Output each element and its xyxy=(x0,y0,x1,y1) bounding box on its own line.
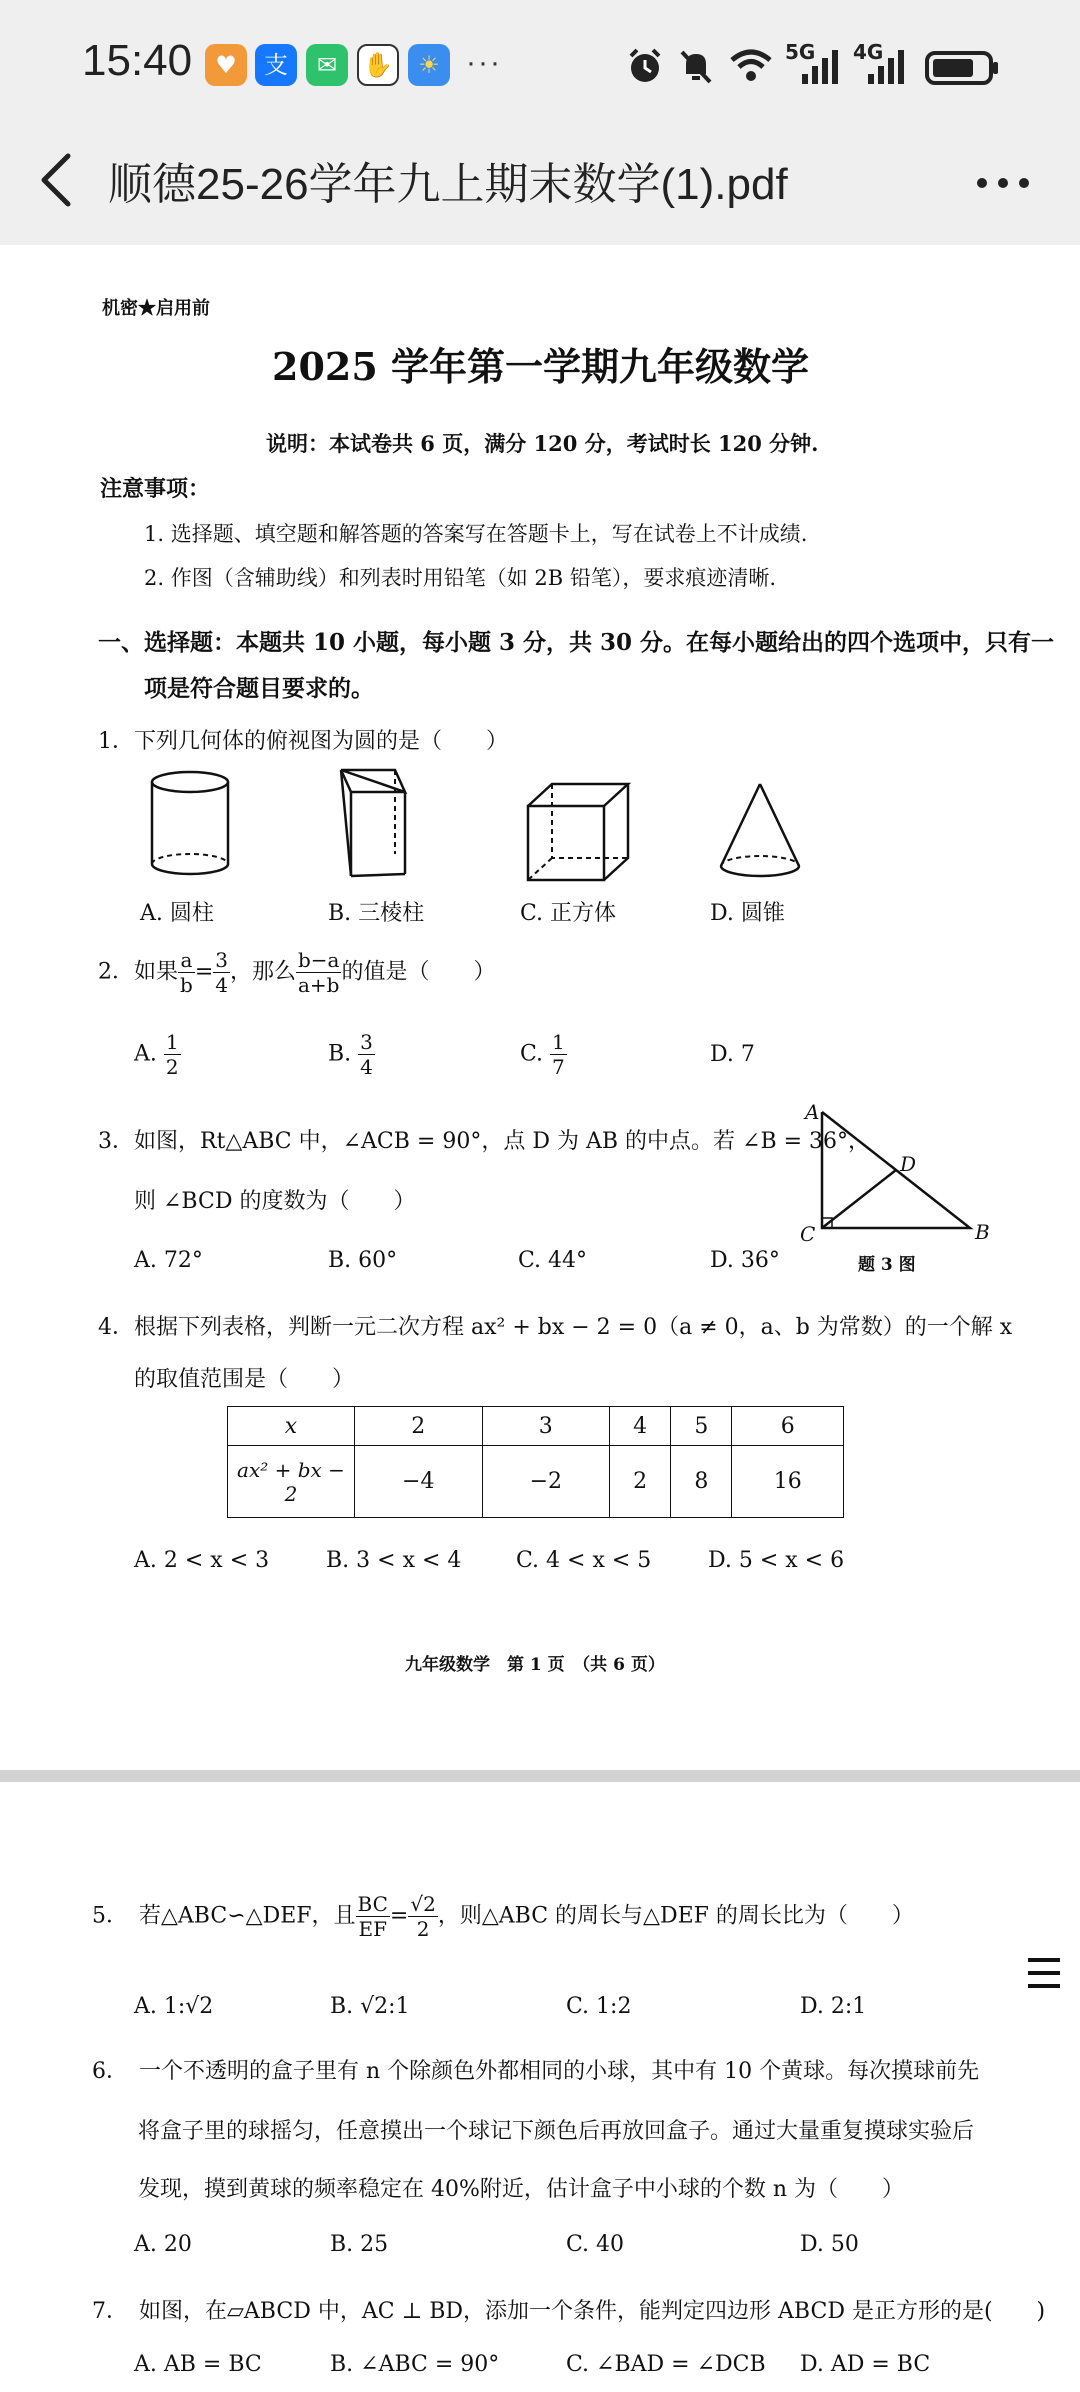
q1-option-c: C. 正方体 xyxy=(520,901,617,926)
table-cell: 4 xyxy=(610,1407,671,1446)
fraction-bc-over-ef: $\frac{BC}{EF}$ xyxy=(357,1892,388,1941)
page-separator xyxy=(0,1770,1080,1782)
app-icon-1: ♥ xyxy=(205,44,247,86)
question-3-stem: 3．如图，Rt△ABC 中，∠ACB = 90°，点 D 为 AB 的中点。若 ∠B = 36°， xyxy=(98,1129,871,1154)
fraction-3-over-4: $\frac{3}{4}$ xyxy=(215,948,228,997)
wifi-icon xyxy=(728,46,774,86)
question-4-stem: 4．根据下列表格，判断一元二次方程 ax² + bx − 2 = 0（a ≠ 0，a、b 为常数）的一个解 x xyxy=(98,1315,1013,1340)
table-row xyxy=(228,1407,844,1446)
fraction-b-minus-a: $\frac{b-a}{a+b}$ xyxy=(298,948,340,997)
question-1-stem: 1．下列几何体的俯视图为圆的是（ ） xyxy=(98,729,508,754)
q4-value-table xyxy=(227,1406,844,1518)
fig-label-d: D xyxy=(900,1152,917,1176)
q3-option-b: B. 60° xyxy=(328,1248,398,1273)
question-4-stem-cont: 的取值范围是（ ） xyxy=(134,1367,355,1392)
wechat-icon: ✉ xyxy=(306,44,348,86)
fig-label-a: A xyxy=(805,1100,820,1124)
question-3-stem-cont: 则 ∠BCD 的度数为（ ） xyxy=(134,1189,416,1214)
weather-icon: ☀ xyxy=(408,44,450,86)
q1-option-a: A. 圆柱 xyxy=(140,901,214,926)
q4-option-b: B. 3 < x < 4 xyxy=(326,1548,462,1573)
fig-label-b: B xyxy=(975,1220,990,1244)
q6-option-a: A. 20 xyxy=(134,2232,192,2257)
confidential-mark: 机密★启用前 xyxy=(102,298,210,319)
q5-option-b: B. √2:1 xyxy=(330,1994,410,2019)
fraction-root2-over-2: $\frac{√2}{2}$ xyxy=(410,1892,436,1941)
q7-option-b: B. ∠ABC = 90° xyxy=(330,2352,500,2377)
cone-figure xyxy=(715,780,805,884)
cube-figure xyxy=(522,780,634,884)
signal-icon-2 xyxy=(866,50,906,86)
table-cell: 16 xyxy=(732,1446,844,1518)
q4-option-d: D. 5 < x < 6 xyxy=(708,1548,845,1573)
question-6-stem-2: 将盒子里的球摇匀，任意摸出一个球记下颜色后再放回盒子。通过大量重复摸球实验后 xyxy=(138,2119,975,2144)
q1-option-b: B. 三棱柱 xyxy=(328,901,425,926)
table-cell: ax² + bx − 2 xyxy=(228,1446,355,1518)
table-cell: −2 xyxy=(482,1446,610,1518)
note-2: 2. 作图（含辅助线）和列表时用铅笔（如 2B 铅笔），要求痕迹清晰. xyxy=(144,566,777,590)
q7-option-a: A. AB = BC xyxy=(134,2352,262,2377)
document-title: 顺德25-26学年九上期末数学(1).pdf xyxy=(108,160,788,209)
table-cell: 5 xyxy=(671,1407,732,1446)
app-header xyxy=(0,120,1080,245)
question-6-stem-3: 发现，摸到黄球的频率稳定在 40%附近，估计盒子中小球的个数 n 为（ ） xyxy=(138,2177,905,2202)
q2-prefix: 2．如果 xyxy=(98,959,178,985)
fig-label-c: C xyxy=(800,1222,816,1246)
status-bar xyxy=(0,0,1080,120)
triangular-prism-figure xyxy=(335,764,415,886)
q5-option-d: D. 2:1 xyxy=(800,1994,867,2019)
page-footer: 九年级数学 第 1 页 （共 6 页） xyxy=(405,1655,665,1675)
q4-option-c: C. 4 < x < 5 xyxy=(516,1548,652,1573)
network-type-4g: 4G xyxy=(853,40,884,64)
table-cell: 2 xyxy=(355,1407,483,1446)
exam-title: 2025 学年第一学期九年级数学 xyxy=(272,344,809,389)
q3-option-c: C. 44° xyxy=(518,1248,588,1273)
table-row xyxy=(228,1446,844,1518)
section-1-heading: 一、选择题：本题共 10 小题，每小题 3 分，共 30 分。在每小题给出的四个选项中，只有一 xyxy=(98,629,1055,656)
note-1: 1. 选择题、填空题和解答题的答案写在答题卡上，写在试卷上不计成绩. xyxy=(144,522,808,546)
table-cell: 8 xyxy=(671,1446,732,1518)
q6-option-c: C. 40 xyxy=(566,2232,625,2257)
q5-option-a: A. 1:√2 xyxy=(134,1994,214,2019)
fraction-a-over-b: $\frac{a}{b}$ xyxy=(180,948,193,997)
mute-icon xyxy=(676,46,716,86)
q2-option-b: B. $\frac{3}{4}$ xyxy=(328,1030,373,1079)
battery-icon xyxy=(925,50,1001,86)
q6-option-b: B. 25 xyxy=(330,2232,389,2257)
q2-option-a: A. $\frac{1}{2}$ xyxy=(134,1030,179,1079)
status-time: 15:40 xyxy=(82,36,193,85)
table-cell: −4 xyxy=(355,1446,483,1518)
alipay-icon: 支 xyxy=(255,44,297,86)
q1-option-d: D. 圆锥 xyxy=(710,901,785,926)
signal-icon xyxy=(800,50,840,86)
question-6-stem: 6． 一个不透明的盒子里有 n 个除颜色外都相同的小球，其中有 10 个黄球。每次摸球前先 xyxy=(92,2059,980,2084)
table-cell: x xyxy=(228,1407,355,1446)
status-more-indicator: ··· xyxy=(466,46,502,79)
notes-heading: 注意事项： xyxy=(100,476,211,502)
q2-option-d: D. 7 xyxy=(710,1042,755,1067)
network-type-5g: 5G xyxy=(785,40,816,64)
table-cell: 2 xyxy=(610,1446,671,1518)
q7-option-c: C. ∠BAD = ∠DCB xyxy=(566,2352,766,2377)
table-cell: 3 xyxy=(482,1407,610,1446)
hand-icon: ✋ xyxy=(357,44,399,86)
q2-option-c: C. $\frac{1}{7}$ xyxy=(520,1030,565,1079)
q4-option-a: A. 2 < x < 3 xyxy=(134,1548,270,1573)
q3-option-d: D. 36° xyxy=(710,1248,780,1273)
more-options-icon[interactable] xyxy=(975,176,1031,190)
exam-instructions: 说明：本试卷共 6 页，满分 120 分，考试时长 120 分钟. xyxy=(266,431,819,456)
question-2-stem: 2．如果 $\frac{a}{b}$ = $\frac{3}{4}$ ，那么 $\frac{b-a}{a+b}$ 的值是（ ） xyxy=(98,948,496,997)
q6-option-d: D. 50 xyxy=(800,2232,859,2257)
back-chevron-left-icon[interactable] xyxy=(38,152,74,208)
q3-option-a: A. 72° xyxy=(134,1248,203,1273)
table-cell: 6 xyxy=(732,1407,844,1446)
section-1-heading-cont: 项是符合题目要求的。 xyxy=(144,675,374,702)
hamburger-menu-icon[interactable] xyxy=(1028,1958,1060,1988)
question-5-stem: 5． 若△ABC∽△DEF，且 $\frac{BC}{EF}$ = $\frac{√2}{2}$ ，则△ABC 的周长与△DEF 的周长比为（ ） xyxy=(92,1892,914,1941)
question-7-stem: 7． 如图，在▱ABCD 中，AC ⊥ BD，添加一个条件，能判定四边形 ABCD 是正方形的是( ) xyxy=(92,2299,1046,2324)
alarm-icon xyxy=(625,46,665,86)
cylinder-figure xyxy=(145,768,235,880)
q5-option-c: C. 1:2 xyxy=(566,1994,632,2019)
fig-caption: 题 3 图 xyxy=(858,1255,916,1275)
q7-option-d: D. AD = BC xyxy=(800,2352,931,2377)
